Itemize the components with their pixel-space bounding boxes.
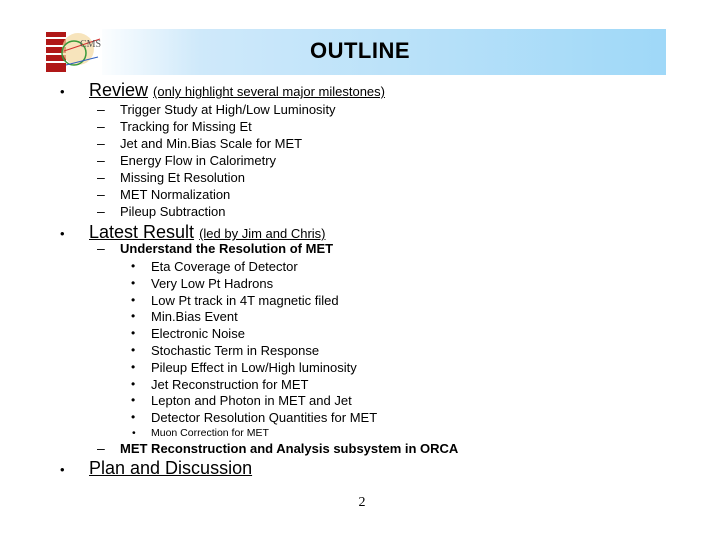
review-dash: – [97,203,105,219]
latest-item: Eta Coverage of Detector [151,259,298,274]
latest-small-item: Muon Correction for MET [151,427,269,439]
review-item: Missing Et Resolution [120,170,245,185]
review-item: Pileup Subtraction [120,204,226,219]
latest-item: Very Low Pt Hadrons [151,276,274,291]
latest-item: Min.Bias Event [151,309,238,324]
latest-sub-bullet: • [131,276,136,290]
plan-heading-line [89,458,252,479]
review-item: Energy Flow in Calorimetry [120,153,277,168]
latest-sub-bullet: • [131,259,136,273]
latest-sub-bullet: • [131,410,136,424]
latest-heading: Latest Result [89,222,195,242]
review-item: Trigger Study at High/Low Luminosity [120,102,336,117]
latest-sub-bullet: • [131,309,136,323]
review-note: (only highlight several major milestones) [153,84,385,99]
latest-second-sub-heading: MET Reconstruction and Analysis subsystem in ORCA [120,441,459,456]
latest-note: (led by Jim and Chris) [199,226,326,241]
review-dash: – [97,152,105,168]
plan-heading: Plan and Discussion [89,458,253,478]
review-dash: – [97,101,105,117]
latest-dash: – [97,440,105,456]
latest-sub-bullet: • [131,360,136,374]
latest-dash: – [97,240,105,256]
latest-sub-bullet: • [132,427,136,439]
latest-item: Lepton and Photon in MET and Jet [151,393,352,408]
plan-bullet: • [60,462,65,477]
latest-sub-bullet: • [131,293,136,307]
review-heading: Review [89,80,149,100]
latest-item: Electronic Noise [151,326,245,341]
review-dash: – [97,169,105,185]
review-dash: – [97,135,105,151]
latest-item: Stochastic Term in Response [151,343,320,358]
review-item: MET Normalization [120,187,231,202]
review-dash: – [97,186,105,202]
latest-sub-bullet: • [131,377,136,391]
review-dash: – [97,118,105,134]
review-item: Jet and Min.Bias Scale for MET [120,136,303,151]
review-bullet: • [60,84,65,99]
latest-heading-line [89,222,326,243]
latest-bullet: • [60,226,65,241]
latest-item: Low Pt track in 4T magnetic filed [151,293,339,308]
slide-title: OUTLINE [309,38,411,63]
latest-sub-bullet: • [131,343,136,357]
latest-sub-heading: Understand the Resolution of MET [120,241,334,256]
latest-sub-bullet: • [131,326,136,340]
latest-item: Jet Reconstruction for MET [151,377,309,392]
page-number: 2 [358,495,366,510]
svg-text:CMS: CMS [80,39,102,50]
latest-item: Detector Resolution Quantities for MET [151,410,378,425]
review-heading-line [89,80,385,101]
review-item: Tracking for Missing Et [120,119,252,134]
latest-item: Pileup Effect in Low/High luminosity [151,360,357,375]
latest-sub-bullet: • [131,393,136,407]
